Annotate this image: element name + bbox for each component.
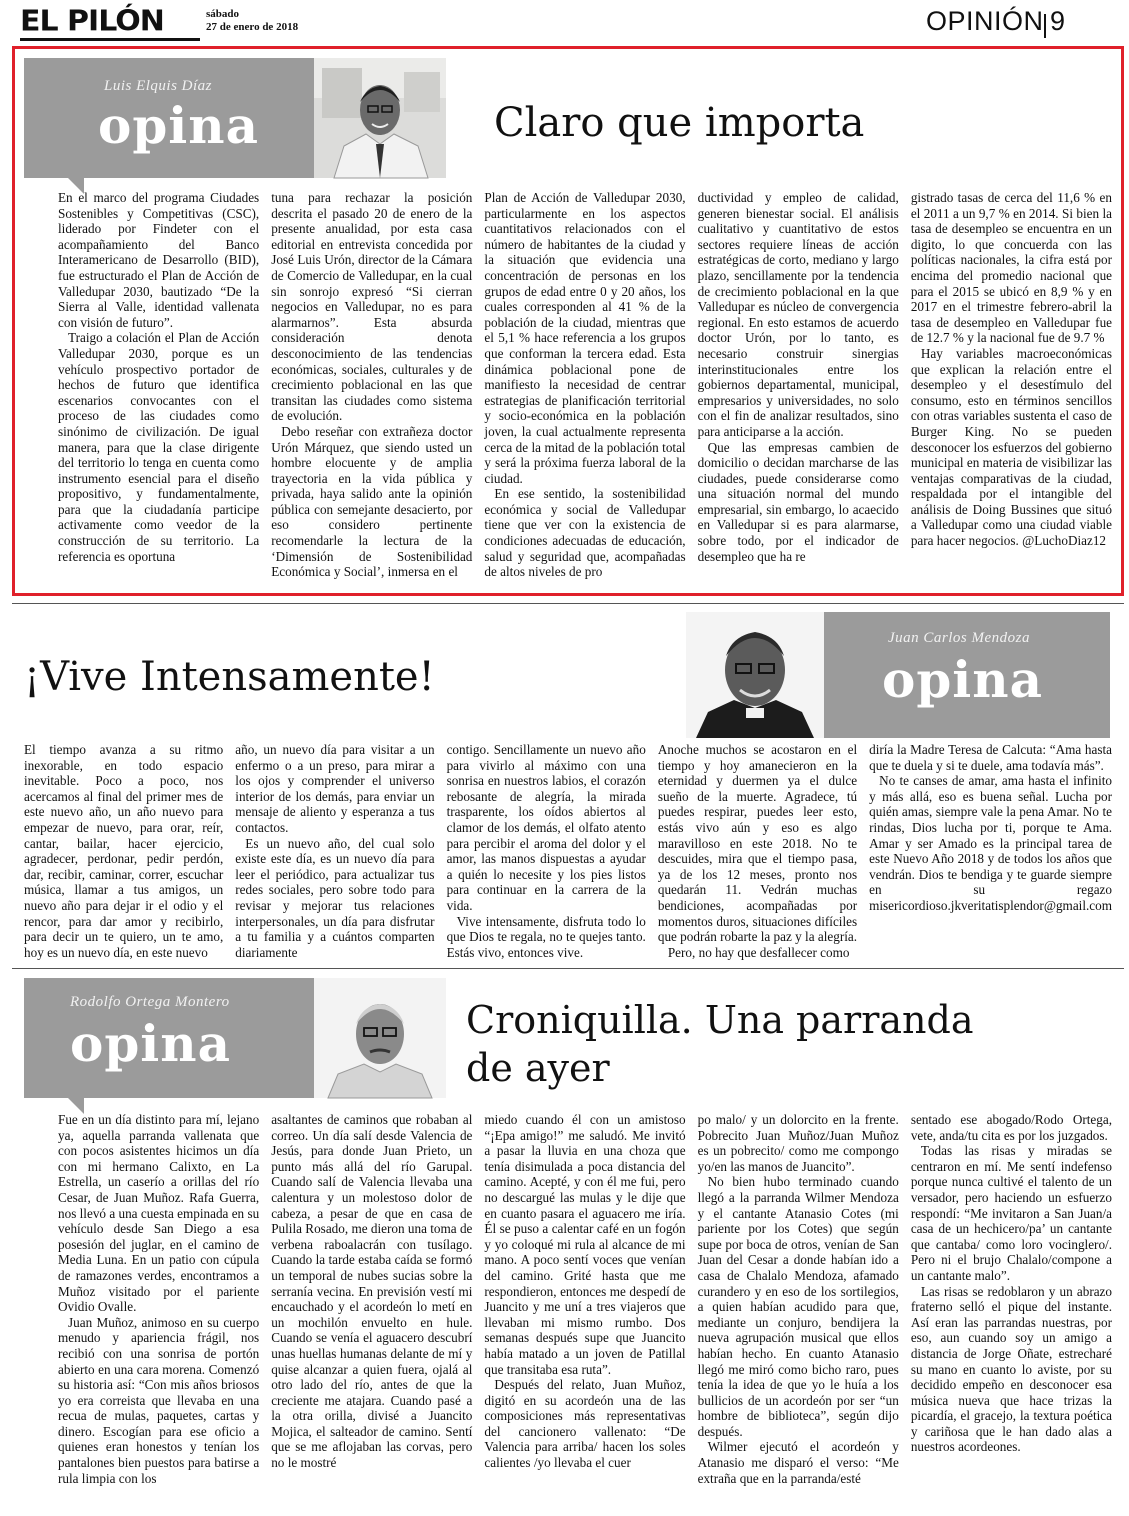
paragraph: gistrado tasas de cerca del 11,6 % en el 2011 a un 9,7 % en 2014. Si bien la tasa de desempleo se encuentra en un digito, lo que concuerda con las políticas nacionales, la cifra está por encima del promedio nacional que para el 2015 se ubicó en 8,9 % y en 2017 en el trimestre febrero-abril la tasa de desempleo en Valledupar fue de 12.7 % y la nacional fue de 9.7 % [910,190,1113,346]
section-title: OPINIÓN [926,6,1044,36]
paragraph: Juan Muñoz, animoso en su cuerpo menudo y apariencia frágil, nos recibió con una sonrisa de portón abierto en una cara morena. Comenzó su historia así: “Con mis años briosos yo era correista que llevaba en una recua de mulas, paquetes, cartas y dinero. Escogían para ese oficio a quienes eran honestos y tenían los pantalones bien puestos para batirse a rula limpia con los [58,1314,260,1486]
author-portrait-image [686,612,824,738]
section-rule-1 [12,603,1124,604]
opina-label: opina [882,650,1044,709]
article1-column-2 [271,190,472,590]
paragraph: El tiempo avanza a su ritmo inexorable, en todo espacio inevitable. Poco a poco, nos acercamos al final del primer mes de este nuevo año, un año nuevo para empezar de nuevo, para orar, reír, cantar, bailar, hacer ejercicio, agradecer, perdonar, pedir perdón, dar, recibir, caminar, correr, escuchar música, llamar a tus amigos, un nuevo año para dejar ir el odio y el rencor, para dar amor y recibirlo, para decir un te quiero, un te amo, hoy es un nuevo día, en este nuevo [24,742,224,960]
section-rule-2 [12,968,1124,969]
article3-column-1 [24,1112,259,1512]
author-photo-3 [314,978,446,1098]
article2-column-3 [447,742,646,960]
author-name: Juan Carlos Mendoza [888,630,1030,646]
paragraph: Vive intensamente, disfruta todo lo que Dios te regala, no te quejes tanto. Estás vivo, entonces vive. [446,913,646,960]
opinion-banner-2 [824,612,1110,738]
article2-column-2 [235,742,434,960]
article-body-3 [24,1112,1112,1512]
issue-date [206,8,298,34]
paragraph: contigo. Sencillamente un nuevo año para vivirlo al máximo con una sonrisa en nuestros labios, el corazón rebosante de alegría, la mirada trasparente, los oídos abiertos al clamor de los demás, el olfato atento para percibir el aroma del dolor y el amor, las manos dispuestas a ayudar a quién lo necesite y los pies listos para continuar en la carrera de la vida. [446,742,646,913]
article1-column-4 [698,190,899,590]
paragraph: En ese sentido, la sostenibilidad económica y social de Valledupar tiene que ver con la existencia de condiciones adecuadas de educación, salud y seguridad que, acompañadas de altos niveles de pro [484,486,686,580]
paragraph: miedo cuando él con un amistoso “¡Epa amigo!” me saludó. Me invitó a pasar la lluvia en una choza que tenía disimulada a poca distancia del camino. Acepté, y con él me fui, pero no descargué las mulas y le dije que en cuanto pasara el aguacero me iría. Él se puso a calentar café en un fogón y yo coloqué mi rula al alcance de mi mano. A poco sentí voces que venían del camino. Grité hasta que me respondieron, entonces me despedí de Juancito y me uní a tres viajeros que llevaban mi mismo rumbo. Dos semanas después supe que Juancito había matado a un joven de Patillal que transitaba esa ruta”. [484,1112,686,1377]
section-divider [1044,14,1046,38]
author-photo-1 [314,58,446,178]
paragraph: tuna para rechazar la posición descrita el pasado 20 de enero de la presente anualidad, por esta casa editorial en entrevista concedida por José Luis Urón, director de la Cámara de Comercio de Valledupar, en la cual sin sonrojo expresó “Si cierran negocios en Valledupar, no es para alarmarnos”. Esta absurda consideración denota desconocimiento de las tendencias económicas, sociales, culturales y de crecimiento poblacional en las que transitan las ciudades como sistema de evolución. [271,190,473,424]
author-portrait-image [314,58,446,178]
article2-column-1 [24,742,223,960]
paragraph: Wilmer ejecutó el acordeón y Atanasio me disparó el verso: “Me extraña que en la parranda/esté [697,1439,899,1486]
opinion-banner-1 [24,58,314,178]
paragraph: ductividad y empleo de calidad, generen bienestar social. El análisis cualitativo y cuantitativo de estos sectores requiere líneas de acción estratégicas de corto, mediano y largo plazo, sencillamente por la tendencia de crecimiento poblacional en la que Valledupar es núcleo de convergencia regional. En esto estamos de acuerdo doctor Urón, por lo tanto, es necesario construir sinergias interinstitucionales entre los gobiernos departamental, municipal, empresarios y universidades, no solo con el fin de analizar resultados, sino para anticiparse a la acción. [697,190,899,439]
author-name: Rodolfo Ortega Montero [70,994,230,1010]
opina-label: opina [98,96,260,155]
article1-column-5 [911,190,1112,590]
article-body-2 [24,742,1112,960]
paragraph: sentado ese abogado/Rodo Ortega, vete, anda/tu cita es por los juzgados. [910,1112,1113,1143]
opinion-banner-3 [24,978,314,1098]
masthead [0,0,1129,46]
paragraph: No te canses de amar, ama hasta el infinito y más allá, eso es buena señal. Lucha por quién amas, siempre vale la pena Amar. No te rindas, Dios lucha por ti, porque te Ama. Amar y ser Amado es la principal tarea de este Nuevo Año 2018 y de todos los años que vendrán. Dios te bendiga y te guarde siempre en su regazo misericordioso.jkveritatisplendor@gmail.com [869,773,1112,913]
logo-underline [20,38,200,41]
article-headline-2: ¡Vive Intensamente! [24,654,435,700]
article3-column-2 [271,1112,472,1512]
paragraph: Todas las risas y miradas se centraron en mí. Me sentí indefenso porque nunca cultivé el talento de un versador, pero haciendo un esfuerzo respondí: “Me invitaron a San Juan/a casa de un hechicero/pa’ un cantante que cantaba/ como loro vocinglero/. Pero ni el brujo Chalalo/compone a un cantante malo”. [910,1143,1113,1283]
paragraph: Plan de Acción de Valledupar 2030, particularmente en los aspectos cuantitativos relacionados con el número de habitantes de la ciudad y la situación que evidencia una concentración de personas en los grupos de edad entre 0 y 20 años, los cuales corresponden al 41 % de la población de la ciudad, mientras que el 5,1 % hace referencia a los grupos que conforman la tercera edad. Esta dinámica poblacional pone de manifiesto la necesidad de centrar estrategias de planificación territorial y socio-económica en la población joven, la cual actualmente representa cerca de la mitad de la población total y será la próxima fuerza laboral de la ciudad. [484,190,686,486]
paragraph: Pero, no hay que desfallecer como [667,944,850,960]
paragraph: Es un nuevo año, del cual solo existe este día, es un nuevo día para leer el periódico, para actualizar tus redes sociales, pero sobre todo para revisar y mejorar tus relaciones interpersonales, un día para disfrutar a tu familia y a cuántos comparten diariamente [235,835,435,960]
article3-column-4 [698,1112,899,1512]
article1-column-1 [24,190,259,590]
author-photo-2 [686,612,824,738]
paragraph: Las risas se redoblaron y un abrazo fraterno selló el pique del instante. Así eran las parrandas nuestras, por eso, aun cuando soy un amigo a distancia de Jorge Oñate, estrecharé su mano en cuanto lo aviste, por su decidido empeño en desconocer esa música nueva que hace trizas la picardía, el gracejo, la textura poética y cariñosa que le han dado alas a nuestros acordeones. [910,1283,1113,1455]
paragraph: Traigo a colación el Plan de Acción Valledupar 2030, porque es un vehículo prospectivo portador de hechos de futuro que identifica escenarios convocantes con el proceso de las ciudades como sinónimo de civilización. De igual manera, para que la clase dirigente del territorio lo tenga en cuenta como instrumento esencial para el diseño propositivo, y fundamentalmente, para que la ciudadanía participe activamente como veedor de la construcción de su territorio. La referencia es oportuna [58,330,260,564]
paragraph: Anoche muchos se acostaron en el tiempo y hoy amanecieron en la eternidad y duermen ya el dulce sueño de la muerte. Agradece, tú puedes respirar, puedes leer esto, estás vivo aún y eso es algo maravilloso en este 2018. No te descuides, mira que el tiempo pasa, ya de los 12 meses, pronto nos quedarán 11. Vedrán muchas bendiciones, acompañadas por momentos duros, situaciones difíciles que podrán robarte la paz y la alegría. [657,742,858,945]
article-headline-1: Claro que importa [494,100,865,146]
paragraph: Debo reseñar con extrañeza doctor Urón Márquez, que siendo usted un hombre elocuente y de amplia trayectoria en la vida pública y privada, haya salido ante la opinión pública con semejante desacierto, por eso considero pertinente recomendarle la lectura de la ‘Dimensión de Sostenibilidad Económica y Social’, inmersa en el [271,423,473,580]
paragraph: po malo/ y un dolorcito en la frente. Pobrecito Juan Muñoz/Juan Muñoz es un pobrecito/ como me compongo yo/en las manos de Juancito”. [697,1112,899,1174]
article-headline-3: Croniquilla. Una parranda de ayer [466,998,974,1090]
author-name: Luis Elquis Díaz [104,78,213,94]
article2-column-4 [658,742,857,960]
issue-day: sábado [206,8,240,20]
paragraph: Después del relato, Juan Muñoz, digitó en su acordeón una de las composiciones más representativas del cancionero vallenato: “De Valencia para arriba/ hacen los soles calientes /yo llevaba el cuer [484,1377,686,1471]
newspaper-logo: EL PILÓN [20,4,164,39]
issue-full-date: 27 de enero de 2018 [206,21,299,33]
page-number: 9 [1050,6,1066,36]
paragraph: diría la Madre Teresa de Calcuta: “Ama hasta que te duela y si te duele, ama todavía más”. [869,742,1112,773]
paragraph: Hay variables macroeconómicas que explican la relación entre el desempleo y el desestímulo del consumo, esto en términos sencillos con otras variables sustenta el caso de Burger King. No se pueden desconocer los esfuerzos del gobierno municipal en materia de visibilizar las ventajas comparativas de la ciudad, respaldada por el intangible del análisis de Doing Bussines que situó a Valledupar como una ciudad viable para hacer negocios. @LuchoDiaz12 [910,345,1113,549]
opina-label: opina [70,1014,232,1073]
paragraph: Que las empresas cambien de domicilio o decidan marcharse de las ciudades, puede considerarse como una situación normal del mundo empresarial, sin embargo, lo acaecido en Valledupar si es para alarmarse, sobre todo, por el indicador de desempleo que ha re [697,439,899,564]
article3-column-5 [911,1112,1112,1512]
paragraph: asaltantes de caminos que robaban al correo. Un día salí desde Valencia de Jesús, para donde Juan Prieto, un punto más allá del río Garupal. Cuando salí de Valencia llevaba una calentura y un molestoso dolor de cabeza, a pesar de que en casa de Pulila Rosado, me dieron una toma de verbena raboalacrán con tusílago. Cuando la tarde estaba caída se formó un temporal de nubes sucias sobre la serranía vecina. En previsión vestí mi encauchado y el acordeón lo metí en un mochilón envuelto en hule. Cuando se venía el aguacero descubrí unas huellas humanas delante de mí y quise alcanzar a quien fuera, ojalá al otro lado del río, antes de que la creciente me atajara. Cuando pasé a la otra orilla, divisé a Juancito Mojica, el salteador de camino. Sentí que se me aflojaban las corvas, pero no le mostré [271,1112,473,1471]
article-body-1 [24,190,1112,590]
paragraph: En el marco del programa Ciudades Sostenibles y Competitivas (CSC), liderado por Findeter con el acompañamiento del Banco Interamericano de Desarrollo (BID), fue estructurado el Plan de Acción de Valledupar 2030, bautizado “De la Sierra al Valle, identidad vallenata con visión de futuro”. [58,190,260,330]
author-portrait-image [314,978,446,1098]
article1-column-3 [484,190,685,590]
article3-column-3 [484,1112,685,1512]
article2-column-5 [869,742,1112,960]
paragraph: año, un nuevo día para visitar a un enfermo o a un preso, para mirar a los ojos y comprender el universo interior de los demás, para enviar un mensaje de aliento y esperanza a tus contactos. [235,742,435,835]
paragraph: Fue en un día distinto para mí, lejano ya, aquella parranda vallenata que con pocos asistentes hicimos un día con mi hermano Calixto, en La Estrella, un caserío a orillas del río Cesar, de Juan Muñoz. Rafa Guerra, nos llevó a una cuesta empinada en su vehículo desde San Diego a esa posesión del juglar, en el camino de Media Luna. En un patio con cúpula de ramazones verdes, encontramos a Muñoz visitado por el pariente Ovidio Ovalle. [58,1112,260,1315]
paragraph: No bien hubo terminado cuando llegó a la parranda Wilmer Mendoza y el cantante Atanasio Cotes (mi pariente por los Cotes) que según supe por boca de otros, venían de San Juan del Cesar a donde habían ido a casa de Chalalo Mendoza, afamado curandero y en eso de los sortilegios, a quien habían acudido para que, mediante un conjuro, bendijera la nueva agrupación musical que ellos habían hecho. En cuanto Atanasio llegó me miró como bicho raro, pues tenía la idea de que yo le huía a los bullicios de un acordeón por ser “un hombre de biblioteca”, según dijo después. [697,1174,899,1439]
